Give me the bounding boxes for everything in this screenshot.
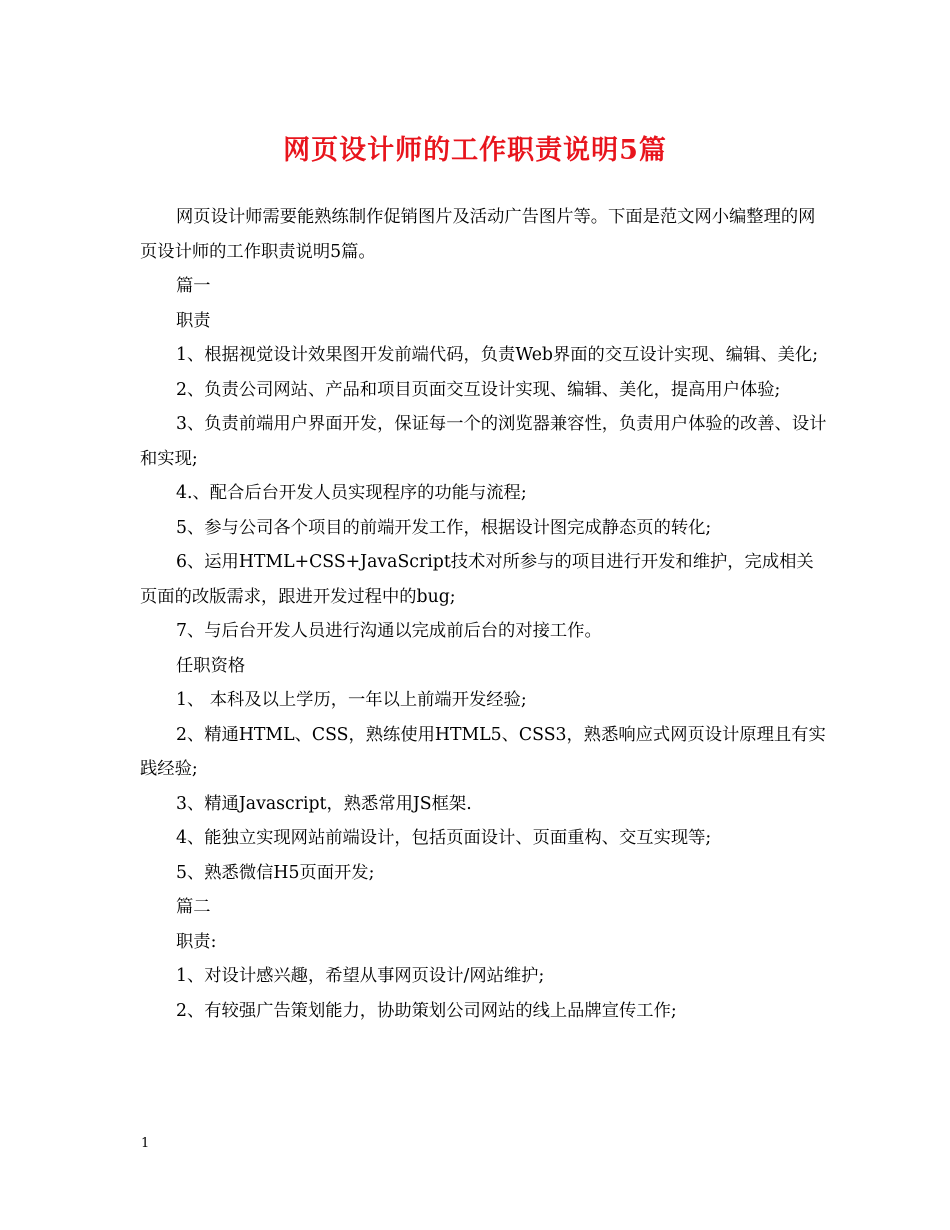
list-item: 6、运用HTML+CSS+JavaScript技术对所参与的项目进行开发和维护，完成相关页面的改版需求，跟进开发过程中的bug; [140,552,814,607]
list-item: 5、熟悉微信H5页面开发; [176,862,375,883]
document-title: 网页设计师的工作职责说明5篇 [283,135,667,166]
list-item: 3、精通Javascript，熟悉常用JS框架. [176,793,472,814]
subheading-duties: 职责 [176,310,211,331]
list-item: 1、对设计感兴趣，希望从事网页设计/网站维护; [176,966,545,986]
list-item: 1、 本科及以上学历，一年以上前端开发经验; [176,690,527,710]
page-number: 1 [141,1136,150,1151]
list-item: 2、有较强广告策划能力，协助策划公司网站的线上品牌宣传工作; [176,1000,677,1021]
section-heading-part-two: 篇二 [176,897,211,917]
list-item: 4、能独立实现网站前端设计，包括页面设计、页面重构、交互实现等; [176,828,712,848]
subheading-qualifications: 任职资格 [176,655,246,676]
list-item: 3、负责前端用户界面开发，保证每一个的浏览器兼容性，负责用户体验的改善、设计和实现; [140,414,827,469]
list-item: 5、参与公司各个项目的前端开发工作，根据设计图完成静态页的转化; [176,517,712,538]
subheading-duties: 职责: [176,931,217,952]
list-item: 7、与后台开发人员进行沟通以完成前后台的对接工作。 [176,621,602,641]
document-body [140,200,830,1028]
list-item: 1、根据视觉设计效果图开发前端代码，负责Web界面的交互设计实现、编辑、美化; [176,345,819,365]
list-item: 2、负责公司网站、产品和项目页面交互设计实现、编辑、美化，提高用户体验; [176,379,781,400]
list-item: 2、精通HTML、CSS，熟练使用HTML5、CSS3，熟悉响应式网页设计原理且有实践经验; [140,724,826,779]
section-heading-part-one: 篇一 [176,276,211,296]
list-item: 4.、配合后台开发人员实现程序的功能与流程; [176,483,527,503]
paragraph-intro: 网页设计师需要能熟练制作促销图片及活动广告图片等。下面是范文网小编整理的网页设计师的工作职责说明5篇。 [140,207,816,262]
